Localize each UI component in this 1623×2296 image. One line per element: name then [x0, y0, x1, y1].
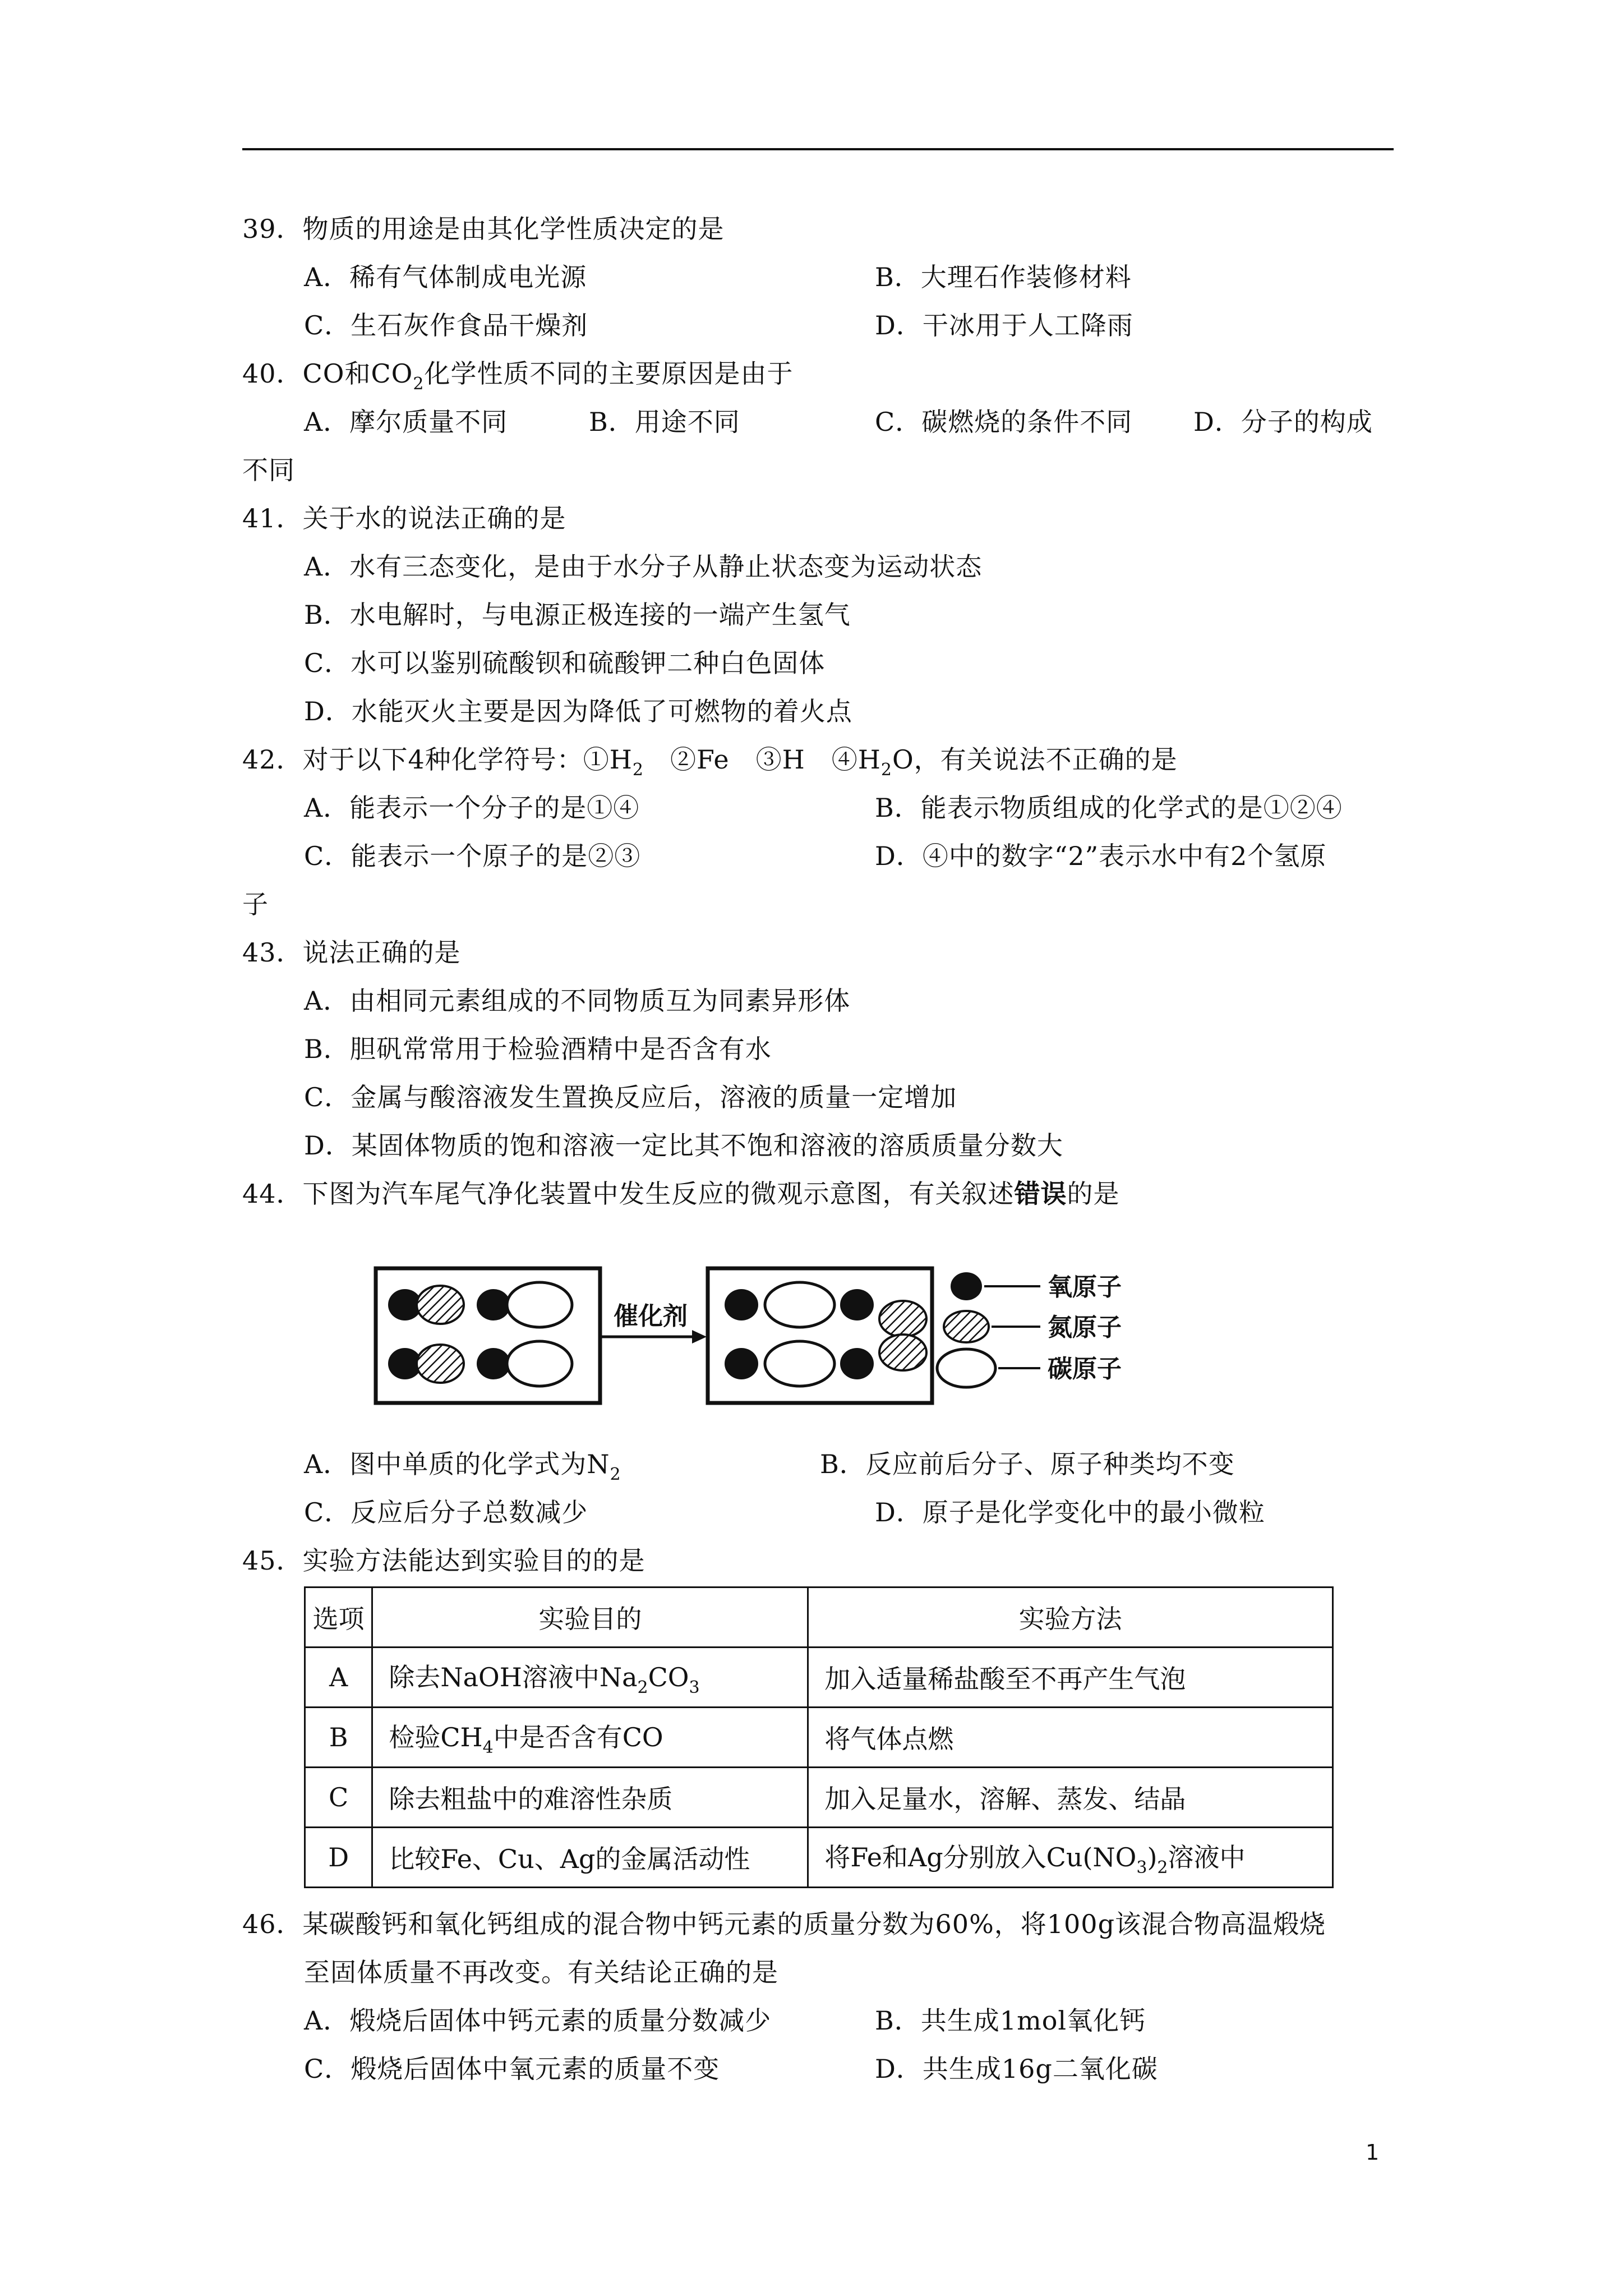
q44-stem-part: 44．下图为汽车尾气净化装置中发生反应的微观示意图，有关叙述 [242, 1179, 1015, 1209]
legend-carbon-label: 碳原子 [1048, 1355, 1122, 1383]
q42-option-c: C．能表示一个原子的是②③ [304, 841, 641, 871]
oxygen-atom [477, 1348, 510, 1379]
q43-stem: 43．说法正确的是 [242, 937, 461, 968]
goal-text: CO [648, 1662, 689, 1692]
q42-option-a: A．能表示一个分子的是①④ [304, 793, 640, 823]
q44-option-a-text: A．图中单质的化学式为N [304, 1449, 610, 1479]
carbon-atom [765, 1341, 834, 1386]
catalyst-label: 催化剂 [614, 1302, 688, 1331]
co-no-pair-bottom [388, 1341, 572, 1386]
q40-stem-part: 40．CO和CO [242, 358, 413, 389]
q46-stem-line1: 46．某碳酸钙和氧化钙组成的混合物中钙元素的质量分数为60%，将100g该混合物高温煅烧 [242, 1909, 1326, 1939]
row-option: C [305, 1768, 372, 1828]
q40-stem [242, 357, 793, 401]
table-row [305, 1828, 1333, 1888]
q40-stem-subscript: 2 [413, 374, 425, 394]
legend-nitrogen-swatch [944, 1311, 989, 1342]
reaction-diagram [342, 1254, 1150, 1422]
q42-stem-subscript: 2 [632, 760, 644, 780]
q42-stem-part: O，有关说法不正确的是 [892, 744, 1178, 775]
goal-text: 检验CH [389, 1722, 483, 1752]
oxygen-atom [840, 1348, 874, 1379]
row-goal: 除去粗盐中的难溶性杂质 [372, 1768, 808, 1828]
q44-option-b: B．反应前后分子、原子种类均不变 [820, 1449, 1235, 1479]
oxygen-atom [725, 1348, 758, 1379]
co2-molecule-top [725, 1282, 874, 1327]
reactants-box [376, 1268, 600, 1403]
method-subscript: 3 [1136, 1858, 1147, 1878]
q41-option-c: C．水可以鉴别硫酸钡和硫酸钾二种白色固体 [304, 648, 826, 678]
q41-option-b: B．水电解时，与电源正极连接的一端产生氢气 [304, 600, 851, 630]
nitrogen-atom [879, 1301, 926, 1337]
legend [937, 1272, 1122, 1387]
q43-option-c: C．金属与酸溶液发生置换反应后，溶液的质量一定增加 [304, 1082, 957, 1112]
q39-option-a: A．稀有气体制成电光源 [304, 262, 587, 292]
carbon-atom [507, 1341, 572, 1386]
oxygen-atom [840, 1289, 874, 1320]
q40-option-c: C．碳燃烧的条件不同 [875, 407, 1133, 437]
row-goal [372, 1648, 808, 1708]
method-text: 将Fe和Ag分别放入Cu(NO [824, 1842, 1137, 1872]
q40-option-b: B．用途不同 [589, 407, 740, 437]
q44-stem [242, 1177, 1120, 1211]
table-row [305, 1708, 1333, 1768]
co2-molecule-bottom [725, 1341, 874, 1386]
header-goal: 实验目的 [372, 1588, 808, 1648]
q42-option-d-wrap: 子 [242, 889, 269, 919]
oxygen-atom [725, 1289, 758, 1320]
table-row [305, 1648, 1333, 1708]
row-goal: 比较Fe、Cu、Ag的金属活动性 [372, 1828, 808, 1888]
q39-stem: 39．物质的用途是由其化学性质决定的是 [242, 214, 725, 244]
row-method: 将气体点燃 [808, 1708, 1333, 1768]
q42-stem-part: ②Fe ③H ④H [644, 744, 881, 775]
goal-text: 除去NaOH溶液中Na [389, 1662, 638, 1692]
header-method: 实验方法 [808, 1588, 1333, 1648]
q46-option-a: A．煅烧后固体中钙元素的质量分数减少 [304, 2005, 772, 2036]
q44-option-d: D．原子是化学变化中的最小微粒 [875, 1497, 1265, 1527]
q46-stem-line2: 至固体质量不再改变。有关结论正确的是 [304, 1957, 778, 1987]
q44-option-c: C．反应后分子总数减少 [304, 1497, 588, 1527]
q41-option-a: A．水有三态变化，是由于水分子从静止状态变为运动状态 [304, 551, 983, 582]
legend-carbon-swatch [937, 1349, 995, 1387]
goal-text: 中是否含有CO [493, 1722, 663, 1752]
q44-stem-part: 的是 [1067, 1179, 1120, 1209]
row-method: 加入适量稀盐酸至不再产生气泡 [808, 1648, 1333, 1708]
q46-option-c: C．煅烧后固体中氧元素的质量不变 [304, 2054, 720, 2084]
q46-option-b: B．共生成1mol氧化钙 [875, 2005, 1146, 2036]
table-header-row [305, 1588, 1333, 1648]
experiment-table [304, 1586, 1334, 1888]
q41-option-d: D．水能灭火主要是因为降低了可燃物的着火点 [304, 696, 852, 726]
co-no-pair-top [388, 1282, 572, 1327]
legend-oxygen-swatch [951, 1272, 982, 1300]
carbon-atom [507, 1282, 572, 1327]
method-subscript: 2 [1157, 1858, 1168, 1878]
method-text: 溶液中 [1168, 1842, 1246, 1872]
q40-option-a: A．摩尔质量不同 [304, 407, 508, 437]
q42-stem [242, 743, 1178, 787]
row-option: B [305, 1708, 372, 1768]
q40-stem-part: 化学性质不同的主要原因是由于 [424, 358, 794, 389]
carbon-atom [765, 1282, 834, 1327]
header-rule [242, 148, 1394, 150]
row-option: D [305, 1828, 372, 1888]
q44-stem-emphasis: 错误 [1014, 1179, 1067, 1209]
q39-option-b: B．大理石作装修材料 [875, 262, 1132, 292]
oxygen-atom [477, 1289, 510, 1320]
row-method: 加入足量水，溶解、蒸发、结晶 [808, 1768, 1333, 1828]
q43-option-b: B．胆矾常常用于检验酒精中是否含有水 [304, 1034, 772, 1064]
goal-subscript: 3 [689, 1678, 700, 1697]
q40-option-d-wrap: 不同 [242, 455, 295, 485]
q42-stem-part: 42．对于以下4种化学符号：①H [242, 744, 633, 775]
arrow-head-icon [692, 1330, 707, 1343]
q39-option-c: C．生石灰作食品干燥剂 [304, 310, 588, 341]
nitrogen-atom [417, 1286, 464, 1324]
q40-option-d: D．分子的构成 [1193, 407, 1373, 437]
row-option: A [305, 1648, 372, 1708]
header-option: 选项 [305, 1588, 372, 1648]
legend-oxygen-label: 氧原子 [1048, 1273, 1122, 1301]
row-method [808, 1828, 1333, 1888]
q39-option-d: D．干冰用于人工降雨 [875, 310, 1133, 341]
row-goal [372, 1708, 808, 1768]
goal-subscript: 4 [482, 1738, 494, 1757]
n2-molecule [879, 1301, 926, 1370]
legend-nitrogen-label: 氮原子 [1048, 1313, 1122, 1342]
page-number: 1 [1366, 2140, 1380, 2165]
q44-option-a-subscript: 2 [610, 1465, 621, 1484]
goal-subscript: 2 [637, 1678, 648, 1697]
q45-stem: 45．实验方法能达到实验目的的是 [242, 1545, 645, 1576]
q42-stem-subscript: 2 [880, 760, 892, 780]
table-row [305, 1768, 1333, 1828]
q44-option-a [304, 1447, 621, 1492]
q43-option-a: A．由相同元素组成的不同物质互为同素异形体 [304, 986, 851, 1016]
nitrogen-atom [879, 1335, 926, 1370]
q42-option-b: B．能表示物质组成的化学式的是①②④ [875, 793, 1343, 823]
nitrogen-atom [417, 1345, 464, 1383]
method-text: ) [1147, 1842, 1158, 1872]
q41-stem: 41．关于水的说法正确的是 [242, 503, 566, 533]
q43-option-d: D．某固体物质的饱和溶液一定比其不饱和溶液的溶质质量分数大 [304, 1130, 1063, 1161]
q46-option-d: D．共生成16g二氧化碳 [875, 2054, 1158, 2084]
q42-option-d: D．④中的数字“2”表示水中有2个氢原 [875, 841, 1327, 871]
